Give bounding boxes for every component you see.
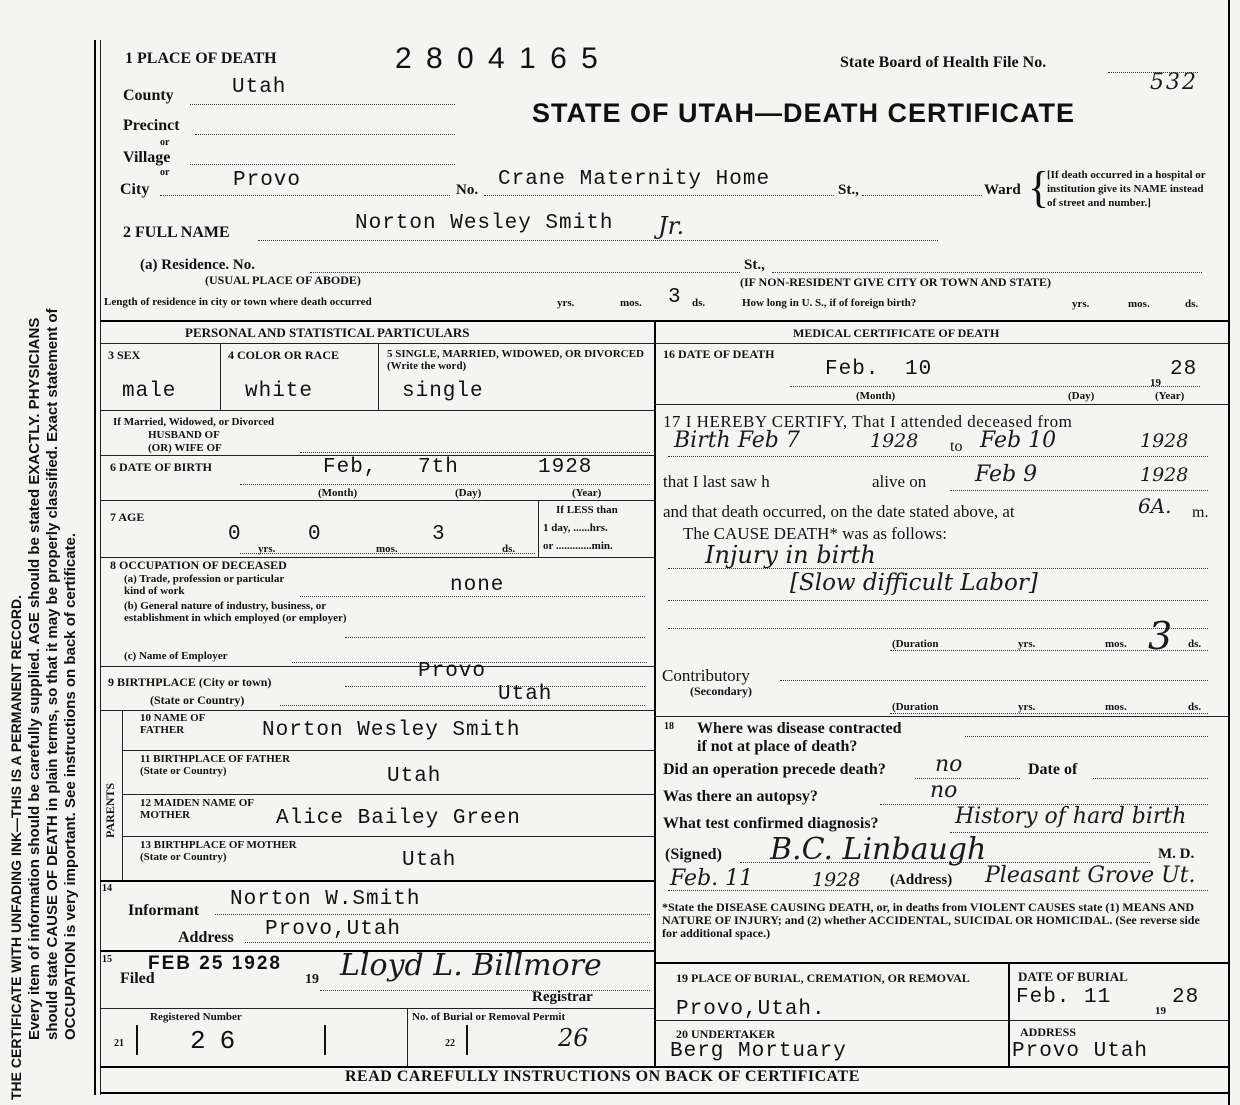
length-days-value: 3 [668, 286, 682, 309]
last-saw-date: Feb 9 [975, 462, 1038, 487]
attended-year-b: 1928 [1140, 430, 1189, 452]
informant-value: Norton W.Smith [230, 888, 421, 911]
death-year: 28 [1170, 358, 1198, 381]
cause-line-2: [Slow difficult Labor] [790, 570, 1038, 596]
registrar-signature: Lloyd L. Billmore [340, 948, 602, 983]
undertaker-value: Berg Mortuary [670, 1040, 847, 1063]
margin-line-1: THE CERTIFICATE WITH UNFADING INK—THIS IS A PERMANENT RECORD. [8, 594, 24, 1100]
street-value: Crane Maternity Home [498, 168, 771, 191]
age-label: 7 AGE [110, 510, 145, 524]
ward-label: Ward [984, 182, 1021, 198]
spouse-label-2: HUSBAND OF [148, 429, 220, 441]
margin-line-3: should state CAUSE OF DEATH in plain terms, so that it may be properly classified. Exact statement of [44, 308, 61, 1040]
burial-permit-value: 26 [558, 1024, 589, 1052]
contributory-label: Contributory [662, 666, 750, 685]
county-label: County [123, 87, 174, 104]
secondary-label: (Secondary) [690, 684, 752, 698]
alive-on-lbl: alive on [872, 472, 927, 491]
age-days-value: 3 [432, 523, 446, 546]
occurred-label: and that death occurred, on the date stated above, at [663, 502, 1015, 521]
right-border [1228, 0, 1230, 1105]
left-border [94, 40, 96, 1095]
operation-value: no [935, 752, 963, 777]
item-21: 21 [114, 1038, 124, 1049]
signed-address-lbl: (Address) [890, 872, 953, 888]
physician-address: Pleasant Grove Ut. [985, 863, 1196, 888]
full-name-value: Norton Wesley Smith [355, 212, 614, 235]
city-label: City [120, 181, 150, 198]
no-label: No. [456, 182, 479, 198]
length-ds: ds. [692, 297, 706, 309]
dob-label: 6 DATE OF BIRTH [110, 460, 212, 474]
death-year-prefix: 19 [1150, 377, 1161, 389]
dob-day-lbl: (Day) [455, 487, 482, 499]
duration-2-ds: ds. [1188, 701, 1202, 713]
burial-place-value: Provo,Utah. [676, 998, 826, 1021]
age-mos-value: 0 [308, 523, 322, 546]
city-value: Provo [233, 169, 302, 192]
village-label: Village [123, 149, 171, 166]
mother-birthplace-value: Utah [402, 849, 457, 872]
date-of-lbl: Date of [1028, 761, 1078, 778]
nonresident-label: (IF NON-RESIDENT GIVE CITY OR TOWN AND STATE) [740, 275, 1052, 289]
death-day-lbl: (Day) [1068, 390, 1095, 402]
margin-line-2: Every item of information should be carefully supplied. AGE should be stated EXACTLY. PHYSICIANS [26, 317, 43, 1040]
marital-value: single [402, 380, 484, 403]
burial-year: 28 [1172, 986, 1200, 1009]
cause-label: The CAUSE DEATH* was as follows: [683, 524, 947, 543]
signed-year: 1928 [812, 869, 861, 891]
file-no-label: State Board of Health File No. [840, 54, 1047, 71]
burial-yr-prefix: 19 [1155, 1005, 1166, 1017]
duration-2-yrs: yrs. [1018, 701, 1036, 713]
filed-19: 19 [305, 972, 319, 987]
birthplace-label: 9 BIRTHPLACE (City or town) [108, 675, 272, 689]
informant-label: Informant [128, 902, 200, 919]
filed-date-stamp: FEB 25 1928 [148, 953, 282, 974]
death-month-lbl: (Month) [856, 390, 896, 402]
undertaker-address-value: Provo Utah [1012, 1040, 1149, 1063]
duration-1-lbl: (Duration [892, 638, 939, 650]
md-lbl: M. D. [1158, 846, 1195, 862]
physician-signature: B.C. Linbaugh [770, 832, 987, 867]
occupation-b-label: (b) General nature of industry, business, or establishment in which employed (or employer) [124, 600, 347, 624]
less-than-1: If LESS than [556, 504, 618, 516]
occupation-a-label: (a) Trade, profession or particular kind of work [124, 573, 285, 597]
color-label: 4 COLOR OR RACE [228, 348, 340, 362]
item-18: 18 [664, 721, 674, 732]
spouse-label-3: (OR) WIFE OF [148, 442, 222, 454]
file-no-value: 532 [1150, 70, 1198, 95]
dob-year: 1928 [538, 456, 593, 479]
sex-value: male [122, 380, 177, 403]
dob-year-lbl: (Year) [572, 487, 602, 499]
mother-birthplace-label: 13 BIRTHPLACE OF MOTHER (State or Country) [140, 839, 297, 863]
parents-label: PARENTS [103, 782, 117, 838]
st-label: St., [838, 182, 859, 198]
margin-line-4: OCCUPATION is very important. See instructions on back of certificate. [62, 532, 79, 1040]
burial-date-label: DATE OF BURIAL [1018, 969, 1128, 984]
duration-1-yrs: yrs. [1018, 638, 1036, 650]
footer-instructions: READ CAREFULLY INSTRUCTIONS ON BACK OF CERTIFICATE [345, 1068, 860, 1085]
certificate-number: 2 8 0 4 1 6 5 [395, 42, 601, 75]
length-yrs: yrs. [557, 297, 575, 309]
less-than-2: 1 day, ......hrs. [543, 522, 608, 534]
column-divider [654, 320, 656, 1068]
father-birthplace-label: 11 BIRTHPLACE OF FATHER (State or Country) [140, 753, 291, 777]
us-residence-label: How long in U. S., if of foreign birth? [742, 297, 917, 309]
certify-text: 17 I HEREBY CERTIFY, That I attended deceased from [663, 412, 1073, 431]
age-ds-lbl: ds. [502, 543, 516, 555]
county-value: Utah [232, 76, 287, 99]
hospital-note: [If death occurred in a hospital or institution give its NAME instead of street and number.] [1047, 169, 1206, 209]
operation-label: Did an operation precede death? [663, 761, 886, 778]
burial-date-value: Feb. 11 [1016, 986, 1112, 1009]
contracted-label-2: if not at place of death? [697, 738, 858, 755]
signed-label: (Signed) [665, 846, 722, 863]
father-birthplace-value: Utah [387, 765, 442, 788]
duration-days-value: 3 [1148, 614, 1173, 658]
birthplace-city: Provo [418, 660, 487, 683]
cause-footnote: *State the DISEASE CAUSING DEATH, or, in deaths from VIOLENT CAUSES state (1) MEANS AND NATURE OF INJURY; and (2) whether ACCIDENTAL, SUICIDAL OR HOMICIDAL. (See reverse side for additional space.) [662, 900, 1200, 940]
less-than-3: or .............min. [543, 540, 613, 552]
last-saw-year: 1928 [1140, 464, 1189, 486]
age-yrs-value: 0 [228, 523, 242, 546]
to-lbl: to [950, 438, 963, 455]
father-value: Norton Wesley Smith [262, 719, 521, 742]
attended-from: Birth Feb 7 [674, 428, 800, 453]
undertaker-label: 20 UNDERTAKER [676, 1027, 776, 1041]
place-of-death-label: 1 PLACE OF DEATH [125, 50, 277, 67]
us-mos: mos. [1128, 298, 1150, 310]
employer-label: (c) Name of Employer [124, 650, 228, 662]
date-of-death-label: 16 DATE OF DEATH [663, 347, 775, 361]
medical-section-header: MEDICAL CERTIFICATE OF DEATH [793, 326, 1000, 340]
burial-place-label: 19 PLACE OF BURIAL, CREMATION, OR REMOVAL [676, 971, 970, 985]
autopsy-value: no [930, 778, 958, 803]
occupation-label: 8 OCCUPATION OF DECEASED [110, 558, 287, 572]
death-month: Feb. [825, 358, 880, 381]
dob-day: 7th [418, 456, 459, 479]
length-mos: mos. [620, 297, 642, 309]
residence-label: (a) Residence. No. [140, 257, 255, 273]
dob-month-lbl: (Month) [318, 487, 358, 499]
spouse-label-1: If Married, Widowed, or Divorced [113, 416, 275, 428]
duration-1-ds: ds. [1188, 638, 1202, 650]
father-label: 10 NAME OF FATHER [140, 712, 205, 736]
burial-permit-label: No. of Burial or Removal Permit [412, 1011, 566, 1023]
autopsy-label: Was there an autopsy? [663, 788, 818, 805]
death-time: 6A. [1138, 494, 1172, 518]
last-saw-label: that I last saw h [663, 472, 770, 491]
full-name-label: 2 FULL NAME [123, 224, 230, 241]
m-lbl: m. [1192, 504, 1209, 521]
abode-label: (USUAL PLACE OF ABODE) [205, 273, 361, 287]
registered-number-value: 26 [190, 1026, 250, 1056]
mother-value: Alice Bailey Green [276, 807, 521, 830]
residence-st-label: St., [744, 257, 765, 273]
contracted-label: Where was disease contracted [697, 720, 902, 737]
cause-line-1: Injury in birth [705, 541, 876, 569]
registrar-label: Registrar [532, 989, 593, 1005]
informant-address-label: Address [178, 929, 234, 946]
dob-month: Feb, [323, 456, 378, 479]
test-label: What test confirmed diagnosis? [663, 815, 879, 832]
name-suffix: Jr. [658, 212, 685, 240]
precinct-label: Precinct [123, 117, 180, 134]
item-14: 14 [102, 883, 112, 894]
test-value: History of hard birth [955, 804, 1187, 829]
birthplace-state-lbl: (State or Country) [150, 693, 245, 707]
birthplace-state: Utah [498, 683, 553, 706]
death-day: 10 [905, 358, 933, 381]
sex-label: 3 SEX [108, 348, 141, 362]
informant-address-value: Provo,Utah [265, 918, 402, 941]
occupation-value: none [450, 574, 505, 597]
signed-date: Feb. 11 [670, 866, 754, 891]
marital-label: 5 SINGLE, MARRIED, WIDOWED, OR DIVORCED (Write the word) [387, 348, 644, 372]
attended-to: Feb 10 [980, 428, 1057, 453]
us-yrs: yrs. [1072, 298, 1090, 310]
duration-2-mos: mos. [1105, 701, 1127, 713]
length-residence-label: Length of residence in city or town where death occurred [104, 296, 372, 308]
item-15: 15 [102, 954, 112, 965]
undertaker-address-label: ADDRESS [1020, 1025, 1077, 1039]
mother-label: 12 MAIDEN NAME OF MOTHER [140, 797, 254, 821]
us-ds: ds. [1185, 298, 1199, 310]
duration-2-lbl: (Duration [892, 701, 939, 713]
color-value: white [245, 380, 314, 403]
or-1: or [160, 137, 170, 148]
filed-label: Filed [120, 970, 155, 987]
or-2: or [160, 167, 170, 178]
age-yrs-lbl: yrs. [258, 543, 276, 555]
certificate-title: STATE OF UTAH—DEATH CERTIFICATE [532, 98, 1075, 128]
personal-section-header: PERSONAL AND STATISTICAL PARTICULARS [185, 325, 470, 340]
duration-1-mos: mos. [1105, 638, 1127, 650]
hospital-brace-icon: { [1028, 163, 1050, 212]
death-year-lbl: (Year) [1155, 390, 1185, 402]
item-22: 22 [445, 1038, 455, 1049]
attended-year-a: 1928 [870, 430, 919, 452]
age-mos-lbl: mos. [376, 543, 398, 555]
registered-number-label: Registered Number [150, 1011, 242, 1023]
